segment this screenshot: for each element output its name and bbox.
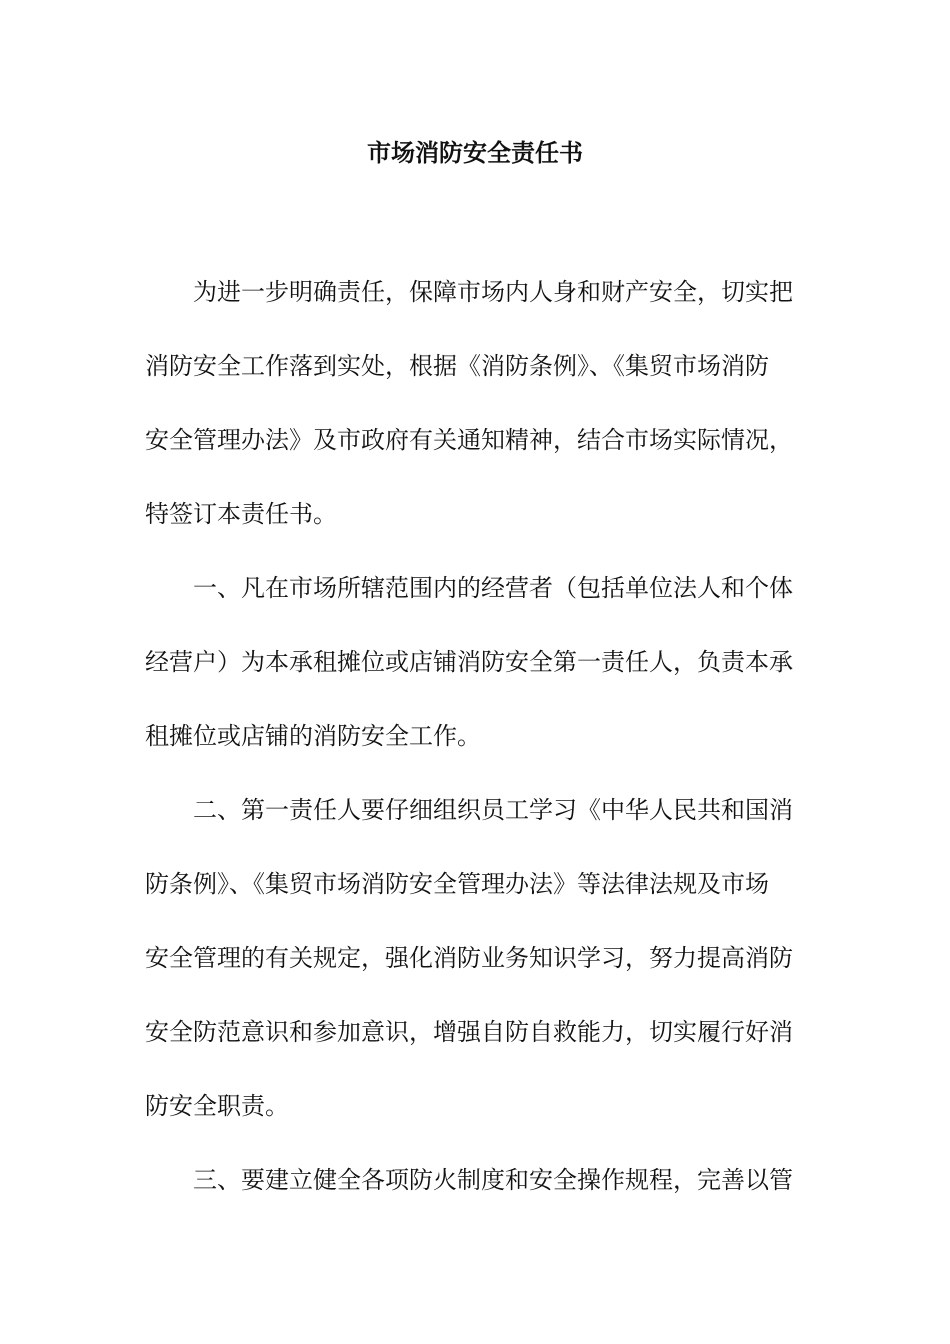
paragraph-clause-2 — [145, 773, 805, 1143]
paragraph-line: 三、要建立健全各项防火制度和安全操作规程，完善以管 — [193, 1166, 793, 1194]
paragraph-line: 安全防范意识和参加意识，增强自防自救能力，切实履行好消 — [145, 1018, 793, 1046]
paragraph-line: 二、第一责任人要仔细组织员工学习《中华人民共和国消 — [193, 796, 793, 824]
paragraph-line: 防条例》、《集贸市场消防安全管理办法》等法律法规及市场 — [145, 870, 769, 898]
document-title: 市场消防安全责任书 — [367, 138, 583, 167]
paragraph-line: 安全管理办法》及市政府有关通知精神，结合市场实际情况， — [145, 426, 793, 454]
paragraph-clause-1 — [145, 551, 805, 773]
paragraph-line: 安全管理的有关规定，强化消防业务知识学习，努力提高消防 — [145, 944, 793, 972]
paragraph-line: 特签订本责任书。 — [145, 500, 337, 528]
paragraph-line: 防安全职责。 — [145, 1092, 289, 1120]
paragraph-intro — [145, 255, 805, 551]
paragraph-line: 一、凡在市场所辖范围内的经营者（包括单位法人和个体 — [193, 574, 793, 602]
paragraph-line: 消防安全工作落到实处，根据《消防条例》、《集贸市场消防 — [145, 352, 769, 380]
document-body — [145, 255, 805, 1217]
paragraph-line: 经营户）为本承租摊位或店铺消防安全第一责任人，负责本承 — [145, 648, 793, 676]
paragraph-line: 租摊位或店铺的消防安全工作。 — [145, 722, 481, 750]
paragraph-clause-3 — [145, 1143, 805, 1217]
paragraph-line: 为进一步明确责任，保障市场内人身和财产安全，切实把 — [193, 278, 793, 306]
